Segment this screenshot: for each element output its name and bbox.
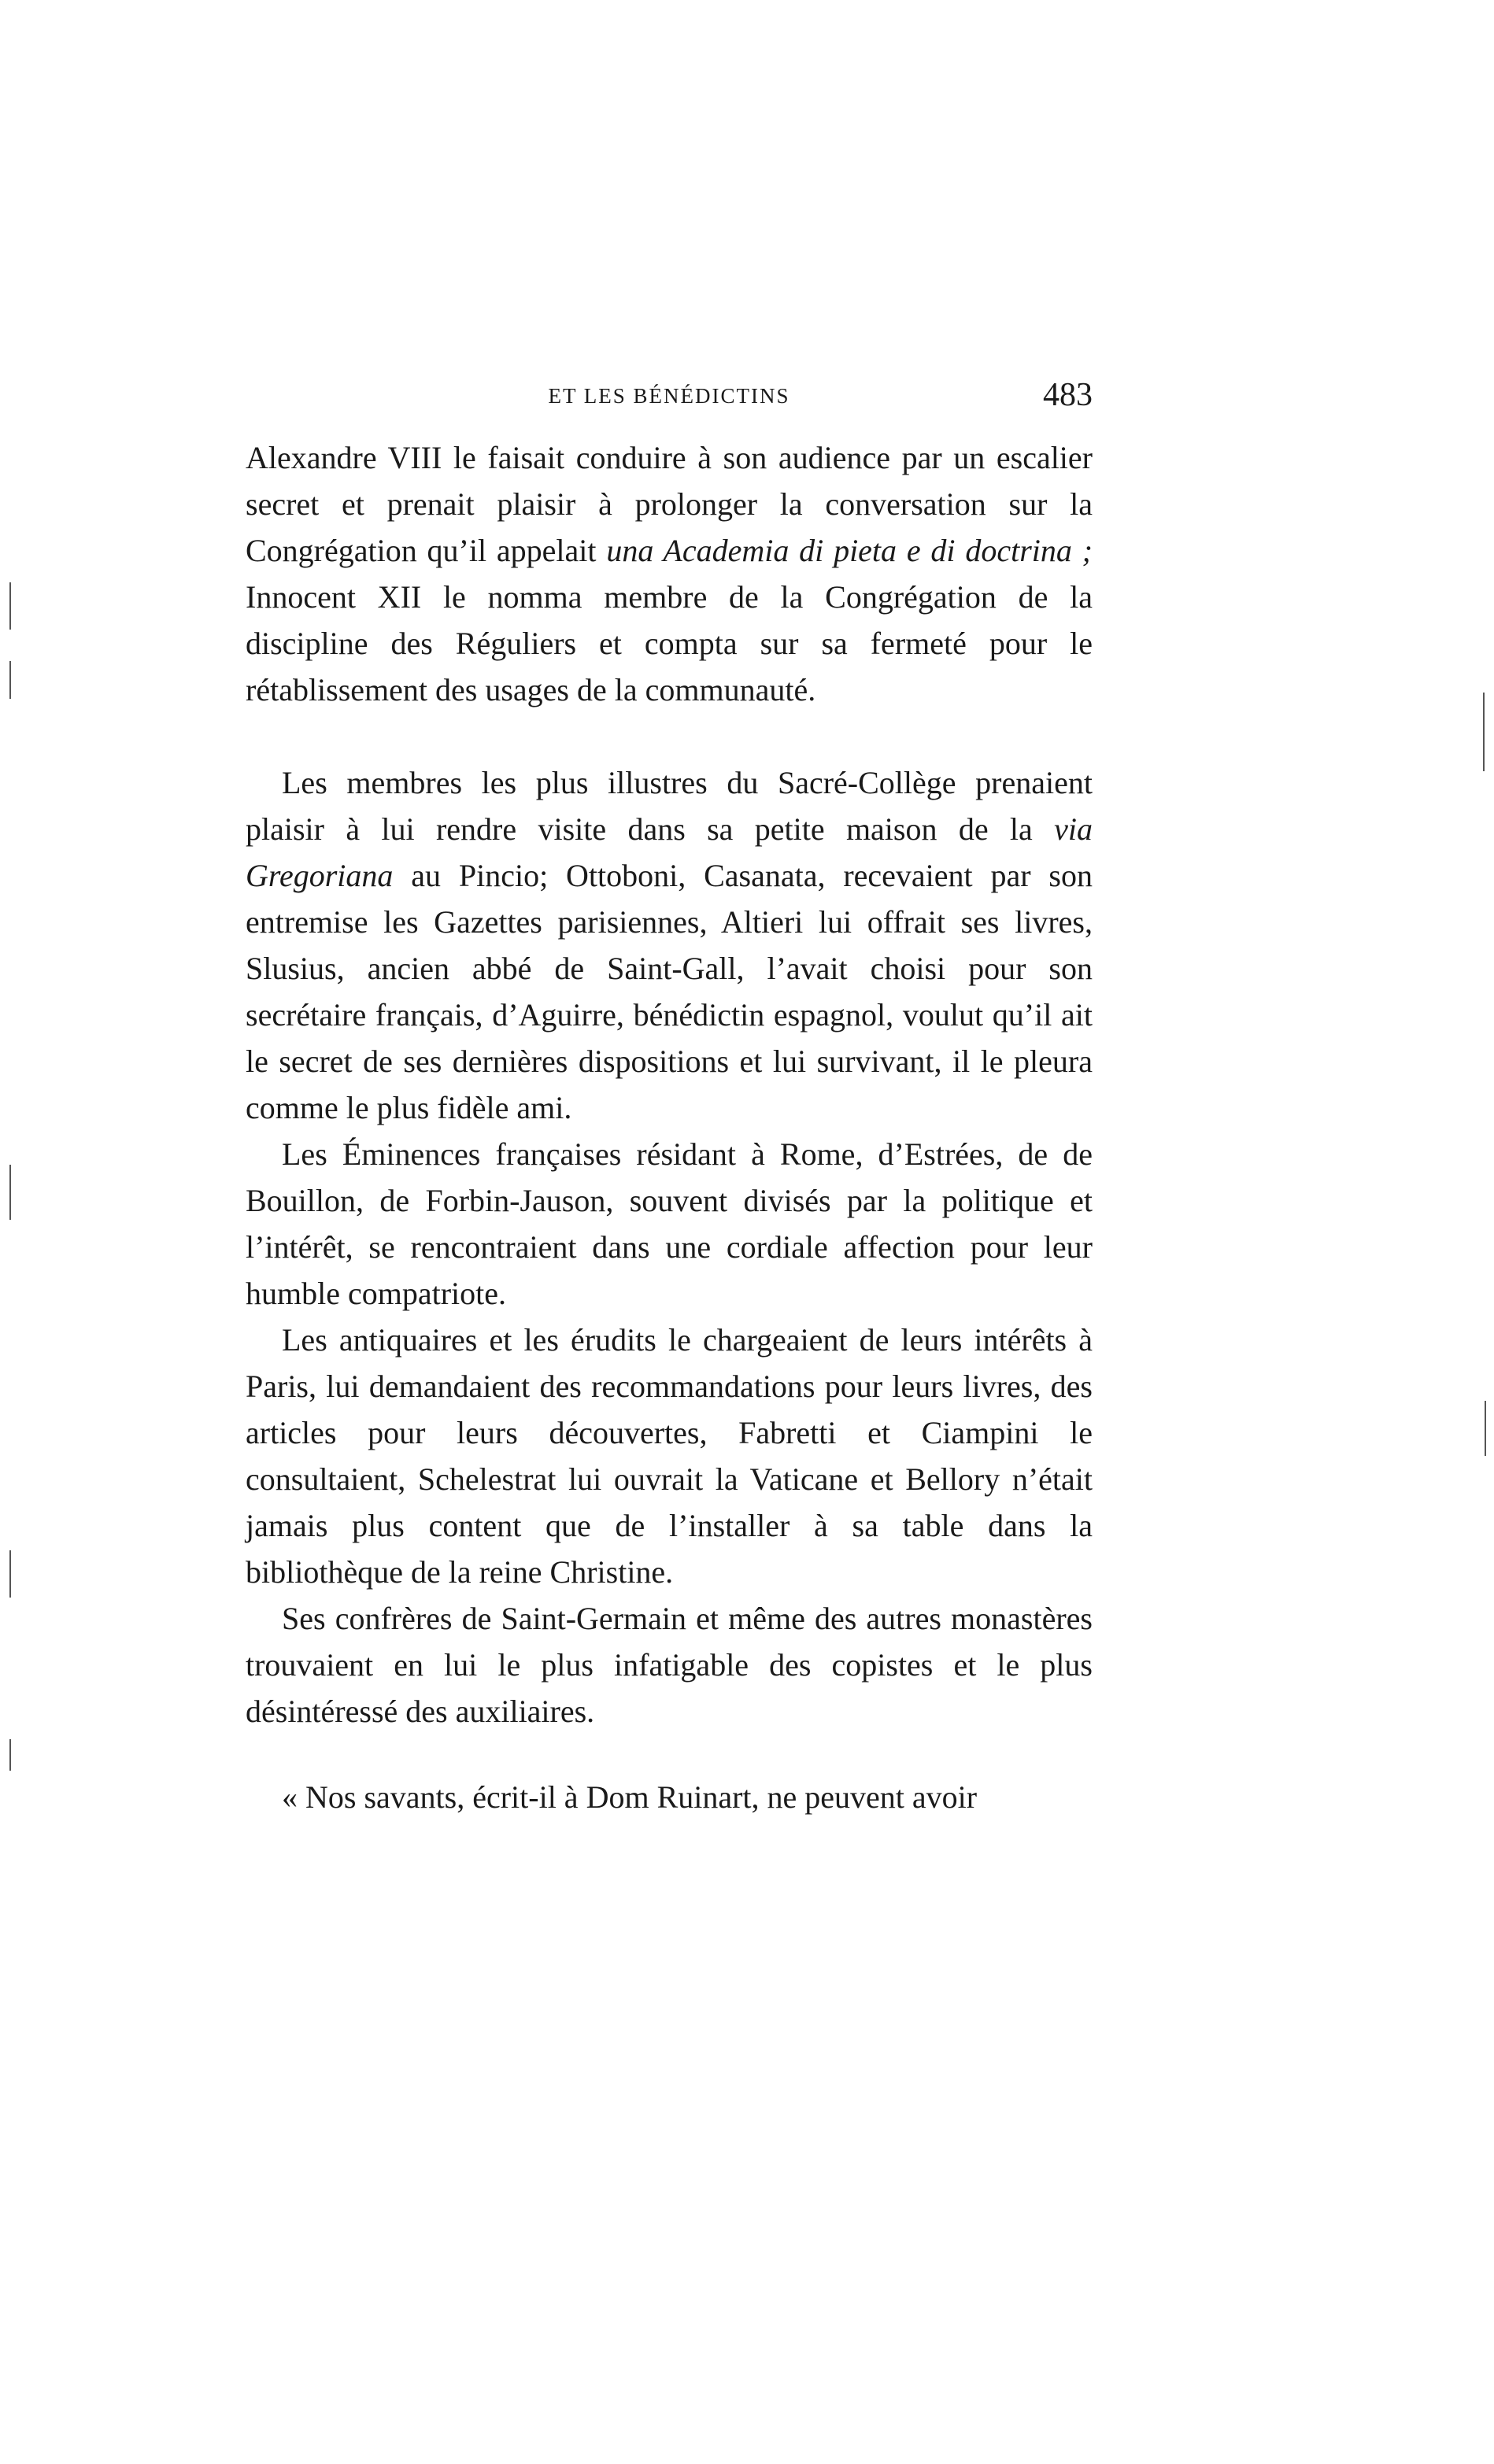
scan-mark-right-2 — [1485, 1401, 1486, 1456]
paragraph-2-text-start: Les membres les plus illustres du Sacré-Collège prenaient plaisir à lui rendre visite dans sa petite maison de la — [246, 765, 1093, 847]
paragraph-5: Ses confrères de Saint-Germain et même des autres monastères trouvaient en lui le plus infatigable des copistes et le plus désintéressé des auxiliaires. — [246, 1601, 1093, 1729]
page-number: 483 — [1043, 377, 1093, 413]
paragraph-1-italic-phrase: una Academia di pieta e di doctrina ; — [606, 533, 1093, 568]
body-text — [246, 434, 1093, 1820]
scan-mark-left-5 — [9, 1739, 11, 1771]
scan-mark-left-1 — [9, 582, 11, 630]
paragraph-3: Les Éminences françaises résidant à Rome, d’Estrées, de de Bouillon, de Forbin-Jauson, souvent divisés par la politique et l’intérêt, se rencontraient dans une cordiale affection pour leur humble compatriote. — [246, 1136, 1093, 1311]
paragraph-2-italic-phrase: via Gregoriana — [246, 811, 1093, 893]
paragraph-1-text-start: Alexandre VIII le faisait conduire à son audience par un escalier secret et prenait plaisir à prolonger la conversation sur la Congrégation qu’il appelait — [246, 440, 1093, 568]
scan-mark-left-4 — [9, 1550, 11, 1598]
paragraph-2 — [246, 759, 1093, 1131]
paragraph-4: Les antiquaires et les érudits le chargeaient de leurs intérêts à Paris, lui demandaient des recommandations pour leurs livres, des articles pour leurs découvertes, Fabretti et Ciampini le consultaient, Schelestrat lui ouvrait la Vaticane et Bellory n’était jamais plus content que de l’installer à sa table dans la bibliothèque de la reine Christine. — [246, 1322, 1093, 1590]
paragraph-6: « Nos savants, écrit-il à Dom Ruinart, ne peuvent avoir — [282, 1779, 978, 1815]
scan-mark-left-2 — [9, 661, 11, 699]
paragraph-2-text-end: au Pincio; Ottoboni, Casanata, recevaient par son entremise les Gazettes parisiennes, Altieri lui offrait ses livres, Slusius, ancien abbé de Saint-Gall, l’avait choisi pour son secrétaire français, d’Aguirre, bénédictin espagnol, voulut qu’il ait le secret de ses dernières dispositions et lui survivant, il le pleura comme le plus fidèle ami. — [246, 858, 1093, 1125]
scan-mark-right-1 — [1483, 693, 1485, 771]
paragraph-1 — [246, 434, 1093, 713]
paragraph-1-text-end: Innocent XII le nomma membre de la Congrégation de la discipline des Réguliers et compta sur sa fermeté pour le rétablissement des usages de la communauté. — [246, 579, 1093, 707]
page-header — [246, 377, 1093, 428]
scan-mark-left-3 — [9, 1165, 11, 1220]
running-title: ET LES BÉNÉDICTINS — [548, 384, 790, 408]
